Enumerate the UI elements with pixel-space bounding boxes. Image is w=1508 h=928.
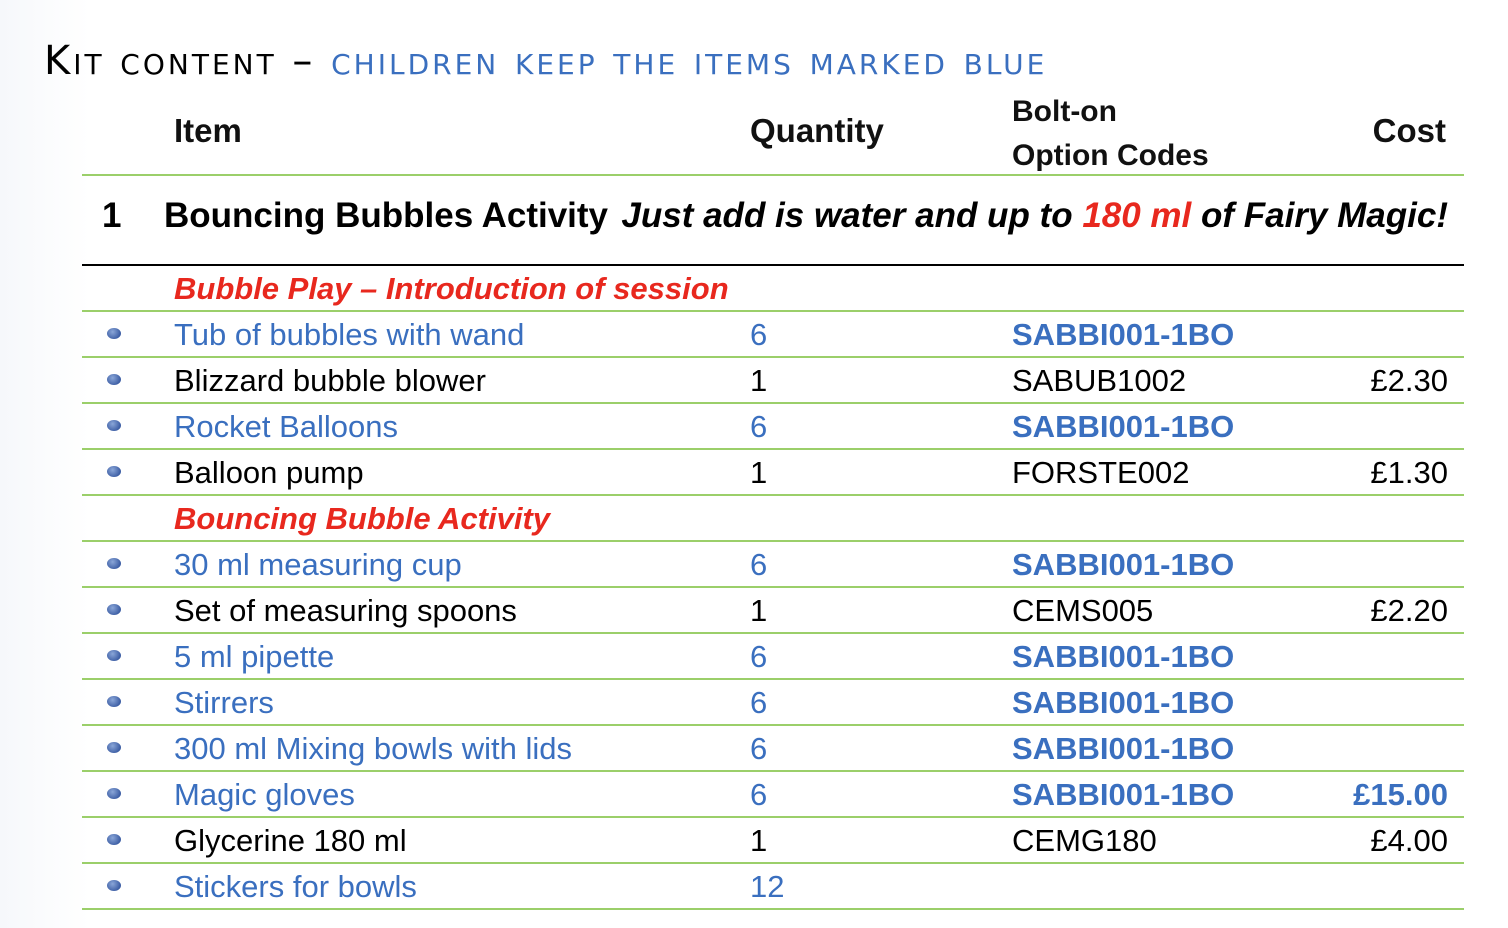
item-cost: £1.30 [1370, 455, 1448, 490]
table-row [82, 726, 1464, 772]
bullet-icon [107, 742, 121, 753]
table-header-row [82, 86, 1464, 176]
activity-note-pre: Just add is water and up to [621, 196, 1083, 235]
bullet-icon [107, 696, 121, 707]
header-codes-line2: Option Codes [1012, 139, 1209, 172]
item-quantity: 12 [750, 869, 785, 904]
item-quantity: 1 [750, 593, 768, 628]
activity-note-post: of Fairy Magic! [1191, 196, 1448, 235]
item-cost: £2.30 [1370, 363, 1448, 398]
bullet-icon [107, 650, 121, 661]
item-quantity: 1 [750, 363, 768, 398]
item-name: Rocket Balloons [174, 409, 399, 444]
header-codes-line1: Bolt-on [1012, 95, 1117, 128]
bullet-icon [107, 788, 121, 799]
item-quantity: 6 [750, 547, 768, 582]
bullet-icon [107, 604, 121, 615]
activity-row [82, 176, 1464, 266]
item-cost: £15.00 [1353, 777, 1448, 812]
item-quantity: 6 [750, 409, 768, 444]
slide-title [44, 36, 1047, 86]
header-item: Item [174, 112, 242, 149]
table-row [82, 772, 1464, 818]
item-quantity: 1 [750, 823, 768, 858]
item-code: SABBI001-1BO [1012, 639, 1235, 674]
item-name: 300 ml Mixing bowls with lids [174, 731, 572, 766]
section-header-row [82, 496, 1464, 542]
item-name: Set of measuring spoons [174, 593, 517, 628]
table-row [82, 312, 1464, 358]
table-row [82, 542, 1464, 588]
bullet-icon [107, 328, 121, 339]
section-label: Bubble Play – Introduction of session [174, 271, 729, 306]
item-name: Balloon pump [174, 455, 364, 490]
activity-note-amount: 180 ml [1082, 196, 1192, 235]
header-cost: Cost [1372, 112, 1446, 149]
item-code: SABBI001-1BO [1012, 547, 1235, 582]
item-name: 30 ml measuring cup [174, 547, 462, 582]
table-row [82, 404, 1464, 450]
table-row [82, 634, 1464, 680]
section-header-row [82, 266, 1464, 312]
item-code: SABUB1002 [1012, 363, 1187, 398]
item-quantity: 6 [750, 731, 768, 766]
item-code: SABBI001-1BO [1012, 409, 1235, 444]
item-code: CEMS005 [1012, 593, 1154, 628]
activity-name: Bouncing Bubbles Activity [164, 196, 609, 235]
item-code: CEMG180 [1012, 823, 1157, 858]
activity-number: 1 [102, 196, 122, 235]
item-cost: £2.20 [1370, 593, 1448, 628]
section-label: Bouncing Bubble Activity [174, 501, 551, 536]
table-row [82, 450, 1464, 496]
title-subtitle: children keep the items marked blue [331, 38, 1048, 84]
header-option-codes [1012, 90, 1209, 178]
item-quantity: 6 [750, 639, 768, 674]
bullet-icon [107, 420, 121, 431]
activity-note [621, 196, 1448, 236]
item-quantity: 6 [750, 685, 768, 720]
item-name: Glycerine 180 ml [174, 823, 407, 858]
bullet-icon [107, 466, 121, 477]
kit-content-table [82, 86, 1464, 910]
title-main: Kit content – [44, 38, 332, 84]
item-code: FORSTE002 [1012, 455, 1190, 490]
item-name: Stickers for bowls [174, 869, 417, 904]
table-row [82, 818, 1464, 864]
item-name: Tub of bubbles with wand [174, 317, 525, 352]
item-name: 5 ml pipette [174, 639, 335, 674]
item-name: Blizzard bubble blower [174, 363, 486, 398]
header-quantity: Quantity [750, 112, 884, 149]
item-cost: £4.00 [1370, 823, 1448, 858]
item-code: SABBI001-1BO [1012, 317, 1235, 352]
item-name: Stirrers [174, 685, 274, 720]
table-row [82, 358, 1464, 404]
item-quantity: 6 [750, 777, 768, 812]
bullet-icon [107, 558, 121, 569]
item-code: SABBI001-1BO [1012, 685, 1235, 720]
item-code: SABBI001-1BO [1012, 777, 1235, 812]
table-row [82, 588, 1464, 634]
bullet-icon [107, 834, 121, 845]
item-code: SABBI001-1BO [1012, 731, 1235, 766]
bullet-icon [107, 880, 121, 891]
item-quantity: 1 [750, 455, 768, 490]
item-quantity: 6 [750, 317, 768, 352]
table-row [82, 680, 1464, 726]
bullet-icon [107, 374, 121, 385]
table-row [82, 864, 1464, 910]
item-name: Magic gloves [174, 777, 355, 812]
